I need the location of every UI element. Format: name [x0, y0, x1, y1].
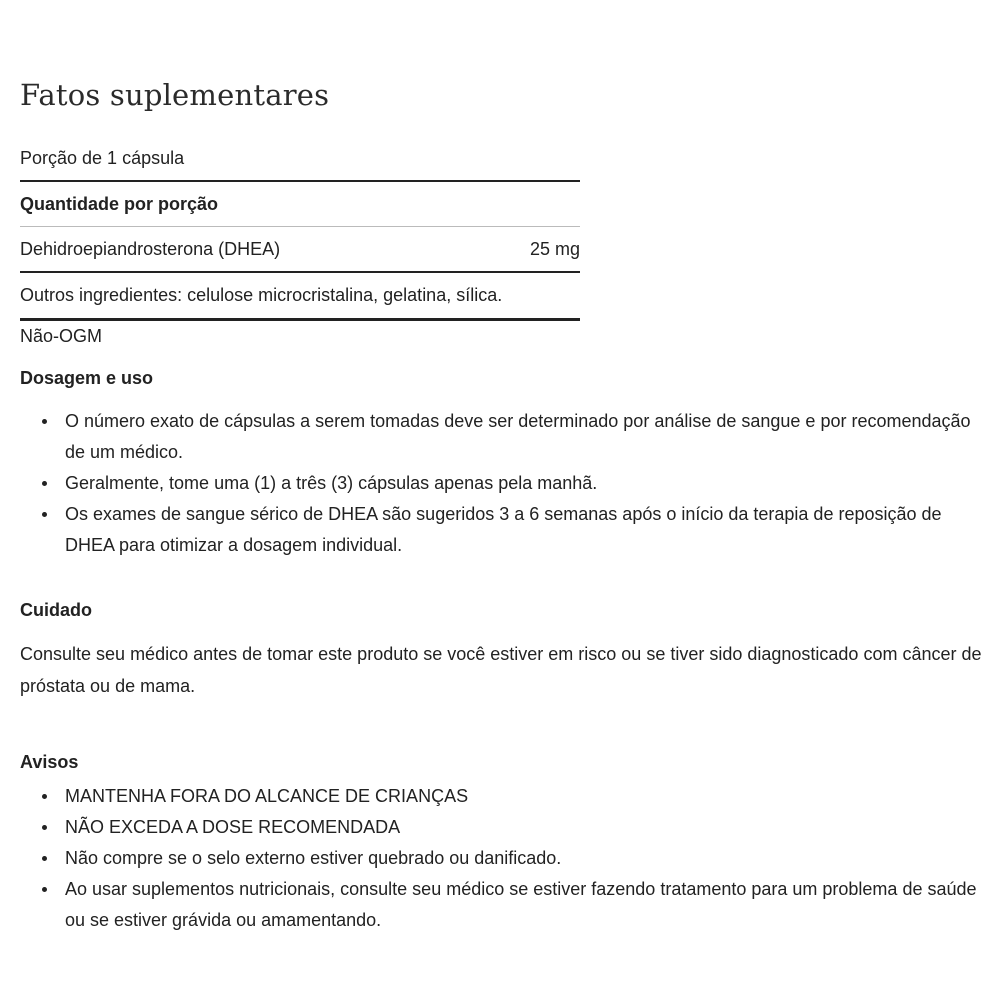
dosage-heading: Dosagem e uso [20, 368, 154, 388]
list-item [20, 812, 980, 843]
bullet-icon [42, 825, 47, 830]
bullet-icon [42, 481, 47, 486]
other-ingredients-text: Outros ingredientes: celulose microcristalina, gelatina, sílica. [20, 285, 503, 305]
warning-item-text: MANTENHA FORA DO ALCANCE DE CRIANÇAS [65, 786, 469, 806]
list-item [20, 781, 980, 812]
warning-item-text: NÃO EXCEDA A DOSE RECOMENDADA [65, 817, 401, 837]
list-item [20, 843, 980, 874]
warnings-heading: Avisos [20, 752, 79, 772]
warning-item-text: Ao usar suplementos nutricionais, consulte seu médico se estiver fazendo tratamento para um problema de saúde ou se estiver grávida ou amamentando. [65, 879, 977, 930]
ingredient-row [20, 227, 580, 273]
ingredient-amount: 25 mg [529, 238, 580, 259]
list-item [20, 468, 980, 499]
warnings-list [20, 781, 980, 936]
caution-text: Consulte seu médico antes de tomar este produto se você estiver em risco ou se tiver sido diagnosticado com câncer de próstata ou de mama. [20, 644, 982, 696]
serving-size-row [20, 136, 580, 182]
ingredient-name: Dehidroepiandrosterona (DHEA) [20, 238, 281, 259]
caution-heading: Cuidado [20, 600, 92, 620]
bullet-icon [42, 887, 47, 892]
dosage-list [20, 406, 980, 561]
warning-item-text: Não compre se o selo externo estiver quebrado ou danificado. [65, 848, 562, 868]
dosage-item-text: O número exato de cápsulas a serem tomadas deve ser determinado por análise de sangue e por recomendação de um médico. [65, 411, 971, 462]
list-item [20, 406, 980, 468]
bullet-icon [42, 419, 47, 424]
non-gmo-row [20, 321, 580, 351]
dosage-item-text: Geralmente, tome uma (1) a três (3) cápsulas apenas pela manhã. [65, 473, 598, 493]
supplement-facts-table [20, 136, 580, 351]
non-gmo-label: Não-OGM [20, 325, 103, 346]
list-item [20, 499, 980, 561]
list-item [20, 874, 980, 936]
bullet-icon [42, 856, 47, 861]
dosage-item-text: Os exames de sangue sérico de DHEA são sugeridos 3 a 6 semanas após o início da terapia de reposição de DHEA para otimizar a dosagem individual. [65, 504, 942, 555]
bullet-icon [42, 512, 47, 517]
amount-per-serving-label: Quantidade por porção [20, 193, 219, 214]
page-title: Fatos suplementares [20, 78, 330, 112]
bullet-icon [42, 794, 47, 799]
serving-size-label: Porção de 1 cápsula [20, 147, 185, 168]
other-ingredients-row [20, 273, 580, 321]
amount-per-serving-row [20, 182, 580, 227]
